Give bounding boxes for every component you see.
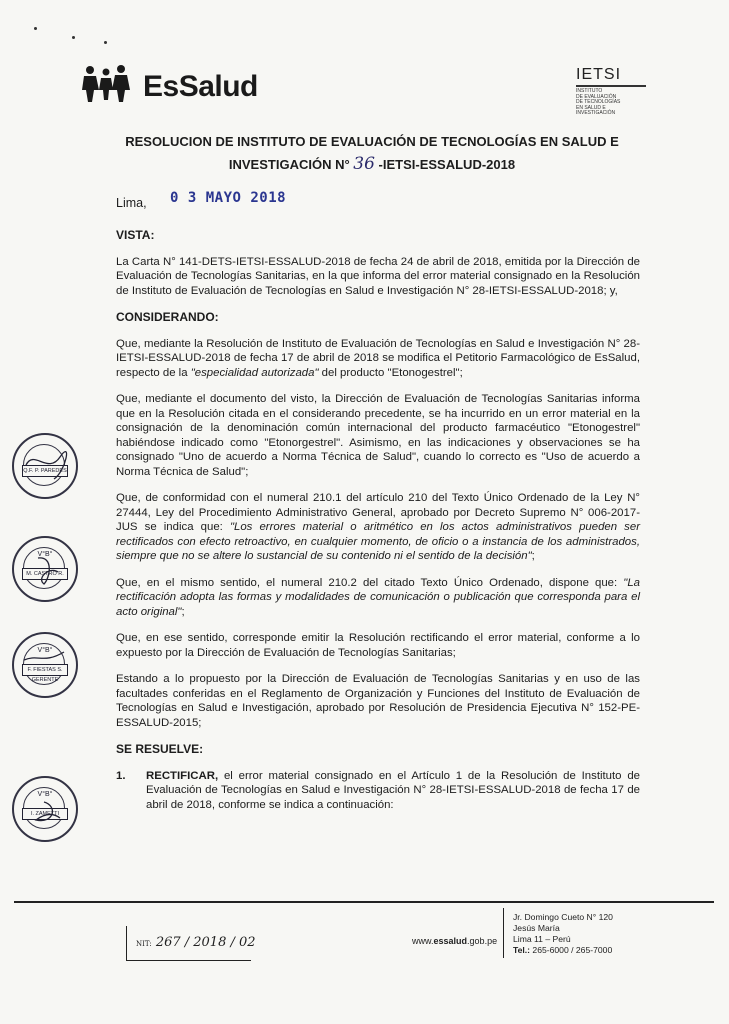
ietsi-name: IETSI (576, 66, 646, 87)
ietsi-logo (576, 66, 646, 117)
vista-paragraph: La Carta N° 141-DETS-IETSI-ESSALUD-2018 de fecha 24 de abril de 2018, emitida por la Dirección de Evaluación de Tecnologías Sanitarias, en la que informa del error material consignado en la Resolución de Instituto de Evaluación de Tecnologías en Salud e Investigación N° 28-IETSI-ESSALUD-2018; y, (116, 255, 640, 297)
stamp-vb: V°B° (37, 551, 53, 558)
considerando-paragraph-6: Estando a lo propuesto por la Dirección de Evaluación de Tecnologías Sanitarias y en uso de las facultades conferidas en el Reglamento de Organización y Funciones del Instituto de Evaluación de Tecnologías en Salud e Investigación, aprobado por Resolución de Presidencia Ejecutiva N° 152-PE-ESSALUD-2015; (116, 673, 640, 729)
stamp-vb: V°B° (37, 791, 53, 798)
considerando-paragraph-5: Que, en ese sentido, corresponde emitir la Resolución rectificando el error material, conforme a lo expuesto por la Dirección de Evaluación de Tecnologías Sanitarias; (116, 632, 640, 659)
scan-speck (104, 41, 107, 44)
scan-speck (34, 27, 37, 30)
considerando-paragraph-4: Que, en el mismo sentido, el numeral 210.2 del citado Texto Único Ordenado, dispone que: "La rectificación adopta las formas y modalidades de comunicación o publicación que corresponda para el acto original"; (116, 576, 640, 618)
signature-scribble-icon (14, 634, 76, 696)
website-text: www.essalud.gob.pe (412, 936, 498, 946)
signature-scribble-icon (14, 778, 76, 840)
item-number: 1. (116, 769, 126, 782)
scan-speck (72, 36, 75, 39)
handwritten-resolution-number: 36 (353, 154, 375, 174)
stamp-name: F. FIESTAS S. GERENTE (22, 664, 68, 676)
document-title (100, 131, 644, 176)
stamp-name: Q.F. P. PAREDES (22, 465, 68, 477)
essalud-logo-text: EsSalud (143, 70, 258, 103)
considerando-paragraph-1: Que, mediante la Resolución de Instituto de Evaluación de Tecnologías en Salud e Investigación N° 28-IETSI-ESSALUD-2018 de fecha 17 de abril de 2018 se modifica el Petitorio Farmacológico de EsSalud, respecto de la "especialidad autorizada" del producto "Etonogestrel"; (116, 337, 640, 379)
vista-heading: VISTA: (116, 228, 155, 242)
handwritten-reference: NIT: 267 / 2018 / 02 (136, 935, 256, 950)
stamp-name: M. CASTRO R. (22, 568, 68, 580)
approval-stamp-4 (12, 776, 78, 842)
date-stamp: 0 3 MAYO 2018 (170, 190, 287, 206)
document-body (116, 228, 640, 812)
essalud-logo-figures-icon (80, 64, 140, 104)
resuelve-heading: SE RESUELVE: (116, 742, 204, 756)
stamp-name: I. ZAMETTI (22, 808, 68, 820)
place-label: Lima, (116, 196, 147, 210)
ietsi-subtitle: INSTITUTO DE EVALUACIÓN DE TECNOLOGÍAS EN SALUD E INVESTIGACIÓN (576, 88, 621, 116)
resolution-item-1 (116, 769, 640, 813)
title-line-1: RESOLUCION DE INSTITUTO DE EVALUACIÓN DE TECNOLOGÍAS EN SALUD E (125, 134, 619, 149)
considerando-heading: CONSIDERANDO: (116, 310, 219, 324)
stamp-vb: V°B° (37, 647, 53, 654)
footer-address: Jr. Domingo Cueto N° 120 Jesús María Lima 11 – Perú Tel.: 265-6000 / 265-7000 (513, 912, 613, 955)
footer-address-divider (503, 908, 504, 958)
approval-stamp-2 (12, 536, 78, 602)
considerando-paragraph-3: Que, de conformidad con el numeral 210.1 del artículo 210 del Texto Único Ordenado de la Ley N° 27444, Ley del Procedimiento Administrativo General, aprobado por Decreto Supremo N° 006-2017-JUS se indica que: "Los errores material o aritmético en los actos administrativos pueden ser rectificados con efecto retroactivo, en cualquier momento, de oficio o a instancia de los administrados, siempre que no se altere lo sustancial de su contenido ni el sentido de la decisión"; (116, 492, 641, 562)
footer-divider (14, 901, 714, 903)
approval-stamp-3 (12, 632, 78, 698)
considerando-paragraph-2: Que, mediante el documento del visto, la Dirección de Evaluación de Tecnologías Sanitarias informa que en la Resolución citada en el considerando precedente, se ha incurrido en un error material en la consignación de la denominación común internacional del producto farmacéutico "Etonogestrel" habiéndose indicado como "Etonorgestrel". Asimismo, en las indicaciones y observaciones se ha consignado "Uno de acuerdo a Norma Técnica de Salud", cuando lo correcto es "Uso de acuerdo a Norma Técnica de Salud"; (116, 393, 640, 478)
footer-telephone: Tel.: 265-6000 / 265-7000 (513, 945, 613, 955)
signature-scribble-icon (14, 538, 76, 600)
title-line-2: INVESTIGACIÓN N° 36 -IETSI-ESSALUD-2018 (228, 154, 516, 174)
signature-scribble-icon (14, 435, 76, 497)
item-text: RECTIFICAR, el error material consignado en el Artículo 1 de la Resolución de Instituto de Evaluación de Tecnologías en Salud e Investigación N° 28-IETSI-ESSALUD-2018 de fecha 17 de abril de 2018, conforme se indica a continuación: (146, 769, 640, 811)
approval-stamp-1 (12, 433, 78, 499)
